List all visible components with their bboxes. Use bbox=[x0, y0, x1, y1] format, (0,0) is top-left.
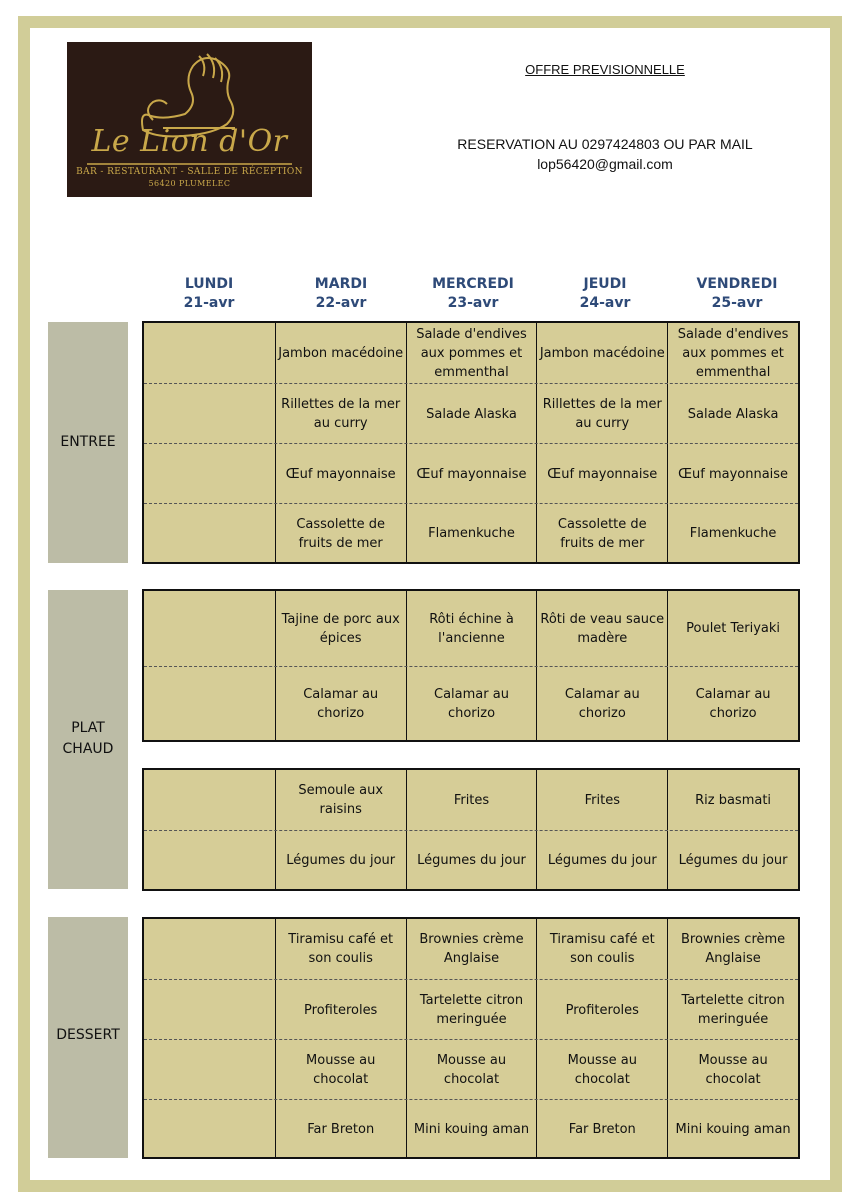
menu-cell: Mousse au chocolat bbox=[536, 1040, 667, 1100]
menu-cell: Profiteroles bbox=[536, 980, 667, 1040]
table-row bbox=[144, 323, 798, 383]
day-header: JEUDI 24-avr bbox=[579, 276, 631, 311]
table-row bbox=[144, 383, 798, 444]
menu-cell: Rillettes de la mer au curry bbox=[275, 384, 406, 444]
menu-cell bbox=[144, 323, 275, 383]
menu-cell: Salade d'endives aux pommes et emmenthal bbox=[667, 323, 798, 383]
menu-cell: Semoule aux raisins bbox=[275, 770, 406, 830]
menu-cell: Jambon macédoine bbox=[536, 323, 667, 383]
menu-cell: Rillettes de la mer au curry bbox=[536, 384, 667, 444]
menu-cell: Œuf mayonnaise bbox=[406, 444, 537, 504]
menu-cell: Calamar au chorizo bbox=[667, 667, 798, 741]
menu-cell bbox=[144, 504, 275, 563]
menu-cell: Tartelette citron meringuée bbox=[667, 980, 798, 1040]
menu-table-entree bbox=[142, 321, 800, 564]
menu-cell bbox=[144, 1100, 275, 1158]
menu-table-dessert bbox=[142, 917, 800, 1159]
menu-cell bbox=[144, 919, 275, 979]
menu-cell bbox=[144, 591, 275, 666]
menu-cell: Œuf mayonnaise bbox=[667, 444, 798, 504]
menu-cell bbox=[144, 667, 275, 741]
table-row bbox=[144, 443, 798, 504]
section-label: DESSERT bbox=[56, 1027, 120, 1043]
reservation-email: lop56420@gmail.com bbox=[537, 156, 673, 172]
menu-cell: Tartelette citron meringuée bbox=[406, 980, 537, 1040]
menu-cell: Calamar au chorizo bbox=[536, 667, 667, 741]
brand-town: 56420 PLUMELEC bbox=[148, 179, 231, 188]
menu-cell bbox=[144, 980, 275, 1040]
menu-cell: Œuf mayonnaise bbox=[275, 444, 406, 504]
menu-cell: Légumes du jour bbox=[406, 831, 537, 890]
menu-cell: Tajine de porc aux épices bbox=[275, 591, 406, 666]
table-row bbox=[144, 1039, 798, 1100]
table-row bbox=[144, 830, 798, 890]
menu-cell: Poulet Teriyaki bbox=[667, 591, 798, 666]
menu-cell: Frites bbox=[406, 770, 537, 830]
menu-cell: Mousse au chocolat bbox=[275, 1040, 406, 1100]
reservation-info bbox=[430, 134, 780, 174]
menu-cell: Brownies crème Anglaise bbox=[406, 919, 537, 979]
table-row bbox=[144, 591, 798, 666]
menu-cell: Mousse au chocolat bbox=[406, 1040, 537, 1100]
section-dessert bbox=[48, 917, 128, 1158]
section-entree bbox=[48, 322, 128, 563]
reservation-phone: RESERVATION AU 0297424803 OU PAR MAIL bbox=[457, 136, 753, 152]
section-plat-chaud bbox=[48, 590, 128, 889]
menu-cell bbox=[144, 1040, 275, 1100]
section-label: CHAUD bbox=[62, 741, 114, 757]
menu-cell: Tiramisu café et son coulis bbox=[536, 919, 667, 979]
menu-cell: Flamenkuche bbox=[667, 504, 798, 563]
menu-cell: Salade Alaska bbox=[667, 384, 798, 444]
brand-name: Le Lion d'Or bbox=[91, 124, 288, 159]
menu-cell: Cassolette de fruits de mer bbox=[536, 504, 667, 563]
menu-cell: Far Breton bbox=[275, 1100, 406, 1158]
menu-cell bbox=[144, 444, 275, 504]
table-row bbox=[144, 919, 798, 979]
section-label: ENTREE bbox=[60, 434, 116, 450]
menu-cell bbox=[144, 831, 275, 890]
menu-cell bbox=[144, 384, 275, 444]
menu-cell: Mini kouing aman bbox=[406, 1100, 537, 1158]
menu-cell bbox=[144, 770, 275, 830]
menu-table-plat-mains bbox=[142, 589, 800, 742]
menu-cell: Profiteroles bbox=[275, 980, 406, 1040]
menu-cell: Jambon macédoine bbox=[275, 323, 406, 383]
menu-cell: Mini kouing aman bbox=[667, 1100, 798, 1158]
day-header: MARDI 22-avr bbox=[314, 276, 368, 311]
menu-cell: Légumes du jour bbox=[667, 831, 798, 890]
table-row bbox=[144, 666, 798, 741]
menu-cell: Légumes du jour bbox=[275, 831, 406, 890]
section-label: PLAT bbox=[71, 720, 105, 736]
menu-cell: Cassolette de fruits de mer bbox=[275, 504, 406, 563]
menu-cell: Légumes du jour bbox=[536, 831, 667, 890]
restaurant-logo bbox=[67, 42, 312, 197]
table-row bbox=[144, 979, 798, 1040]
menu-cell: Brownies crème Anglaise bbox=[667, 919, 798, 979]
menu-cell: Calamar au chorizo bbox=[275, 667, 406, 741]
table-row bbox=[144, 1099, 798, 1158]
brand-tagline: BAR - RESTAURANT - SALLE DE RÉCEPTION bbox=[76, 167, 303, 177]
menu-cell: Salade d'endives aux pommes et emmenthal bbox=[406, 323, 537, 383]
menu-cell: Rôti échine à l'ancienne bbox=[406, 591, 537, 666]
menu-table-plat-sides bbox=[142, 768, 800, 891]
offer-title: OFFRE PREVISIONNELLE bbox=[525, 62, 685, 77]
menu-cell: Frites bbox=[536, 770, 667, 830]
table-row bbox=[144, 770, 798, 830]
menu-cell: Flamenkuche bbox=[406, 504, 537, 563]
menu-cell: Salade Alaska bbox=[406, 384, 537, 444]
day-header: LUNDI 21-avr bbox=[183, 276, 235, 311]
day-header: MERCREDI 23-avr bbox=[432, 276, 514, 311]
menu-cell: Rôti de veau sauce madère bbox=[536, 591, 667, 666]
menu-cell: Mousse au chocolat bbox=[667, 1040, 798, 1100]
day-header: VENDREDI 25-avr bbox=[696, 276, 778, 311]
menu-cell: Calamar au chorizo bbox=[406, 667, 537, 741]
menu-cell: Tiramisu café et son coulis bbox=[275, 919, 406, 979]
menu-cell: Œuf mayonnaise bbox=[536, 444, 667, 504]
menu-cell: Far Breton bbox=[536, 1100, 667, 1158]
menu-cell: Riz basmati bbox=[667, 770, 798, 830]
table-row bbox=[144, 503, 798, 563]
